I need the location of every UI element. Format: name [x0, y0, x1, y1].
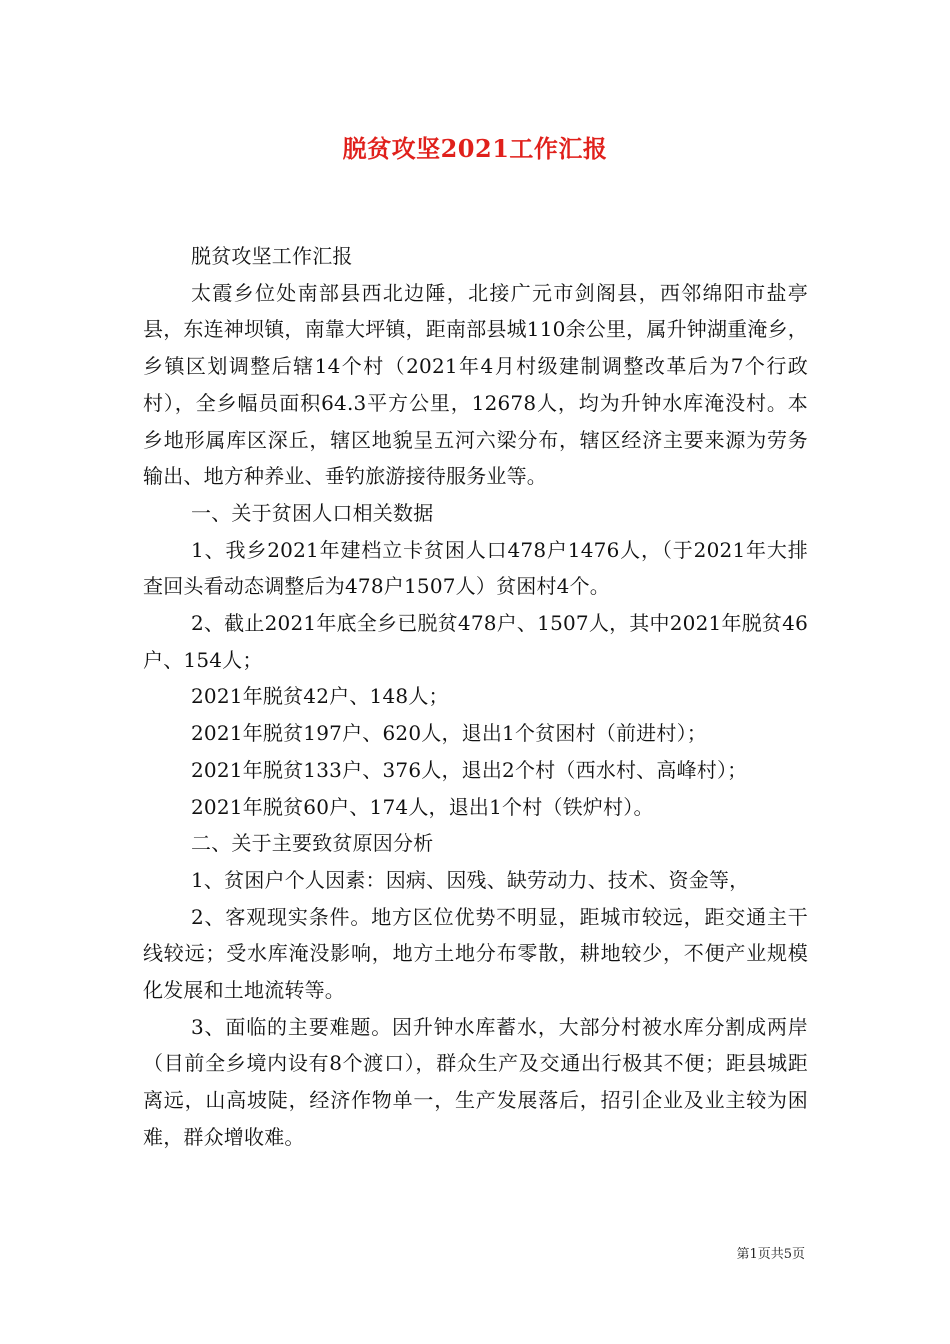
paragraph-year-line-2: 2021年脱贫197户、620人，退出1个贫困村（前进村）；	[191, 721, 707, 746]
paragraph-cause-2: 2、客观现实条件。地方区位优势不明显，距城市较远，距交通主干线较远；受水库淹没影响，地方土地分布零散，耕地较少，不便产业规模化发展和土地流转等。	[143, 904, 808, 1003]
paragraph-year-line-1: 2021年脱贫42户、148人；	[191, 684, 449, 709]
document-body	[143, 238, 808, 1156]
section-heading-1: 一、关于贫困人口相关数据	[191, 500, 434, 525]
paragraph-year-line-4: 2021年脱贫60户、174人，退出1个村（铁炉村）。	[191, 794, 654, 819]
page-number: 第1页共5页	[736, 1247, 805, 1262]
document-title: 脱贫攻坚2021工作汇报	[342, 134, 608, 163]
paragraph-year-line-3: 2021年脱贫133户、376人，退出2个村（西水村、高峰村）；	[191, 757, 748, 782]
paragraph-item-2: 2、截止2021年底全乡已脱贫478户、1507人，其中2021年脱贫46户、154人；	[143, 611, 808, 672]
paragraph-cause-3: 3、面临的主要难题。因升钟水库蓄水，大部分村被水库分割成两岸（目前全乡境内设有8个渡口），群众生产及交通出行极其不便；距县城距离远，山高坡陡，经济作物单一，生产发展落后，招引企业及业主较为困难，群众增收难。	[143, 1014, 808, 1149]
paragraph-overview: 太霞乡位处南部县西北边陲，北接广元市剑阁县，西邻绵阳市盐亭县，东连神坝镇，南靠大坪镇，距南部县城110余公里，属升钟湖重淹乡，乡镇区划调整后辖14个村（2021年4月村级建制调整改革后为7个行政村），全乡幅员面积64.3平方公里，12678人，均为升钟水库淹没村。本乡地形属库区深丘，辖区地貌呈五河六梁分布，辖区经济主要来源为劳务输出、地方种养业、垂钓旅游接待服务业等。	[143, 280, 808, 489]
paragraph-subtitle: 脱贫攻坚工作汇报	[191, 244, 353, 268]
section-heading-2: 二、关于主要致贫原因分析	[191, 831, 434, 856]
paragraph-cause-1: 1、贫困户个人因素：因病、因残、缺劳动力、技术、资金等，	[191, 867, 750, 892]
paragraph-item-1: 1、我乡2021年建档立卡贫困人口478户1476人，（于2021年大排查回头看动态调整后为478户1507人）贫困村4个。	[143, 537, 808, 599]
